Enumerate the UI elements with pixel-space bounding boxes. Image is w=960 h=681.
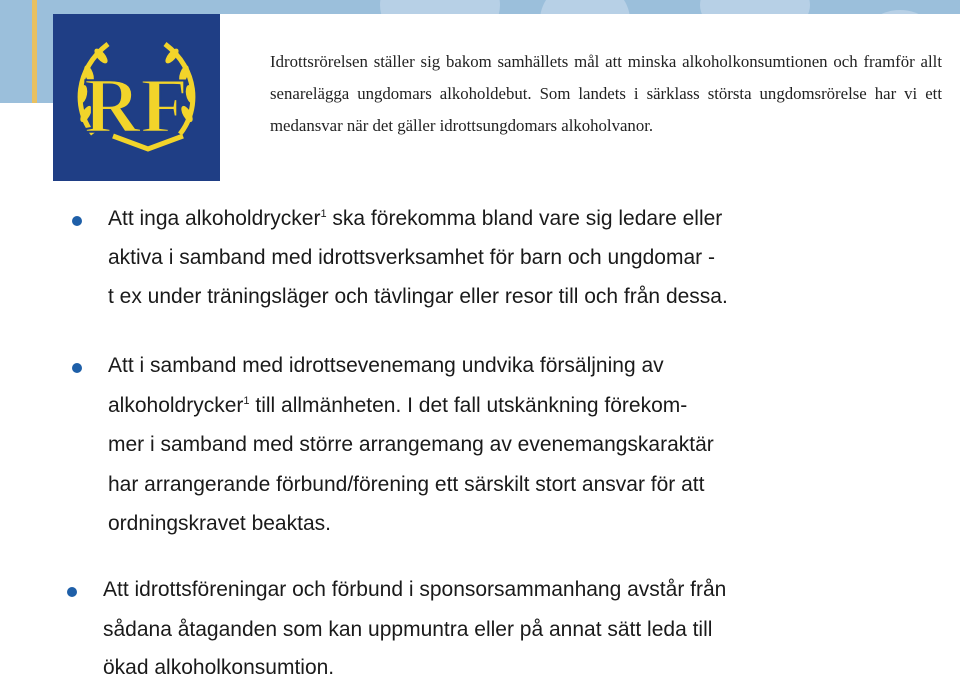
bullet-1-line-3: t ex under träningsläger och tävlingar eller resor till och från dessa.	[108, 285, 728, 308]
bullet-dot	[67, 587, 77, 597]
bullet-3-line-2: sådana åtaganden som kan uppmuntra eller på annat sätt leda till	[103, 618, 713, 641]
intro-text: Idrottsrörelsen ställer sig bakom samhällets mål att minska alkoholkonsumtionen och framför allt senarelägga ungdomars alkoholdebut. Som landets i särklass största ungdomsrörelse har vi ett medansvar när det gäller idrottsungdomars alkoholvanor.	[270, 52, 942, 135]
bullet-2-line-1: Att i samband med idrottsevenemang undvika försäljning av	[108, 354, 664, 377]
bullet-3-line-3: ökad alkoholkonsumtion.	[103, 656, 335, 679]
bullet-2-line-2: alkoholdrycker$^1$ till allmänheten. I det fall utskänkning förekom-	[108, 394, 688, 417]
bullet-dot	[72, 363, 82, 373]
svg-text:RF: RF	[84, 62, 188, 149]
bullet-2-line-4: har arrangerande förbund/förening ett särskilt stort ansvar för att	[108, 473, 705, 496]
bullet-2-line-3: mer i samband med större arrangemang av evenemangskaraktär	[108, 433, 714, 456]
bullet-2-line-5: ordningskravet beaktas.	[108, 512, 331, 535]
bullet-1-line-1: Att inga alkoholdrycker$^1$ ska förekomma bland vare sig ledare eller	[108, 207, 723, 230]
bullet-1-line-2: aktiva i samband med idrottsverksamhet för barn och ungdomar -	[108, 246, 715, 269]
bullet-dot	[72, 216, 82, 226]
bullet-3-line-1: Att idrottsföreningar och förbund i sponsorsammanhang avstår från	[103, 578, 727, 601]
